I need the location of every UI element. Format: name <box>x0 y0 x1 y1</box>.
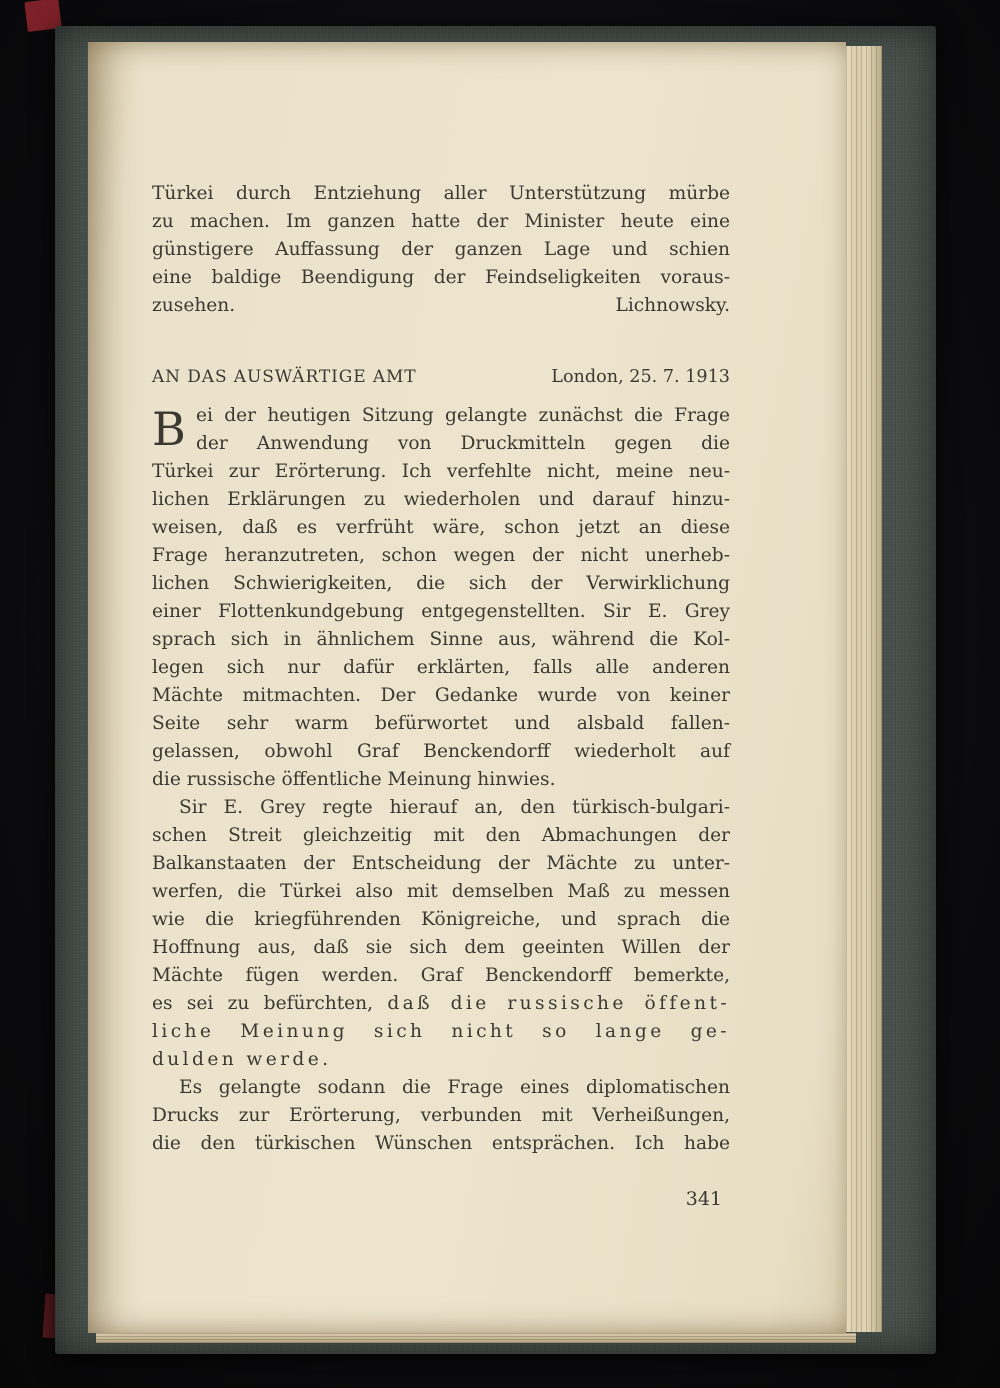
text-line: eine baldige Beendigung der Feindseligkeiten voraus- <box>152 267 730 288</box>
text-line: Seite sehr warm befürwortet und alsbald fallen- <box>152 713 730 734</box>
text-line: die russische öffentliche Meinung hinwies. <box>152 769 556 790</box>
text-line: Balkanstaaten der Entscheidung der Mächte zu unter- <box>152 853 730 874</box>
text-line: Mächte fügen werden. Graf Benckendorff bemerkte, <box>152 965 730 986</box>
text-line: gelassen, obwohl Graf Benckendorff wiederholt auf <box>152 741 730 762</box>
text-line: lichen Schwierigkeiten, die sich der Verwirklichung <box>152 573 730 594</box>
line-left-text: zusehen. <box>152 295 236 316</box>
text-line: zu machen. Im ganzen hatte der Minister heute eine <box>152 211 730 232</box>
page-bottom-edge-stack <box>96 1333 856 1343</box>
dateline: London, 25. 7. 1913 <box>551 367 730 387</box>
text-line: einer Flottenkundgebung entgegenstellten. Sir E. Grey <box>152 601 730 622</box>
text-line: wie die kriegführenden Königreiche, und sprach die <box>152 909 730 930</box>
text-line: die den türkischen Wünschen entsprächen. Ich habe <box>152 1133 730 1154</box>
book-page <box>88 42 846 1333</box>
text-line: Frage heranzutreten, schon wegen der nicht unerheb- <box>152 545 730 566</box>
text-line: lichen Erklärungen zu wiederholen und darauf hinzu- <box>152 489 730 510</box>
text-line: Es gelangte sodann die Frage eines diplomatischen <box>179 1077 730 1098</box>
text-line: schen Streit gleichzeitig mit den Abmachungen der <box>152 825 730 846</box>
text-line: sprach sich in ähnlichem Sinne aus, während die Kol- <box>152 629 730 650</box>
page-number: 341 <box>685 1188 722 1210</box>
text-line: legen sich nur dafür erklärten, falls alle anderen <box>152 657 730 678</box>
text-line: Hoffnung aus, daß sie sich dem geeinten Willen der <box>152 937 730 958</box>
text-line <box>152 292 730 320</box>
page-edge-stack <box>846 46 882 1332</box>
text-line: Türkei durch Entziehung aller Unterstützung mürbe <box>152 183 730 204</box>
letterspaced-emphasis: liche Meinung sich nicht so lange ge- <box>152 1021 730 1042</box>
text-block <box>152 180 730 1158</box>
text-line <box>152 1018 730 1046</box>
drop-cap: B <box>152 402 186 456</box>
letterspaced-emphasis: dulden werde. <box>152 1049 332 1070</box>
text-line: Mächte mitmachten. Der Gedanke wurde von keiner <box>152 685 730 706</box>
plain-text: es sei zu befürchten, <box>152 993 388 1014</box>
text-line: Türkei zur Erörterung. Ich verfehlte nicht, meine neu- <box>152 461 730 482</box>
paragraph <box>152 402 730 794</box>
text-line: ei der heutigen Sitzung gelangte zunächst die Frage <box>196 405 730 426</box>
section-heading: AN DAS AUSWÄRTIGE AMT <box>152 367 417 387</box>
section-heading-row <box>152 367 730 387</box>
text-line: der Anwendung von Druckmitteln gegen die <box>196 433 730 454</box>
paragraph <box>152 794 730 1074</box>
text-line <box>152 990 730 1018</box>
paragraph <box>152 180 730 320</box>
text-line: günstigere Auffassung der ganzen Lage und schien <box>152 239 730 260</box>
text-line: Drucks zur Erörterung, verbunden mit Verheißungen, <box>152 1105 730 1126</box>
text-line: werfen, die Türkei also mit demselben Maß zu messen <box>152 881 730 902</box>
text-line <box>152 1046 730 1074</box>
paragraph <box>152 1074 730 1158</box>
text-line: Sir E. Grey regte hierauf an, den türkisch-bulgari- <box>179 797 730 818</box>
text-line: weisen, daß es verfrüht wäre, schon jetzt an diese <box>152 517 730 538</box>
letterspaced-emphasis: daß die russische öffent- <box>387 993 730 1014</box>
line-right-text: Lichnowsky. <box>615 295 730 316</box>
